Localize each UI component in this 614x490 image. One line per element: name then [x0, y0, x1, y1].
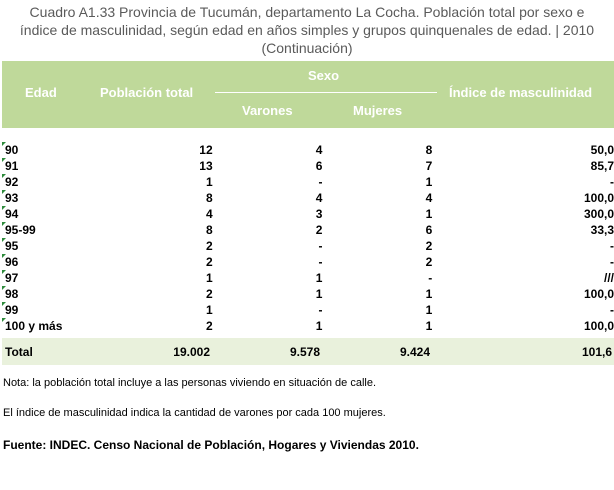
cell-marker-icon: [2, 318, 6, 322]
data-table: [2, 142, 614, 334]
indice-cell: -: [610, 255, 614, 269]
mujeres-cell: 1: [425, 287, 433, 301]
poblacion-total-cell: 1: [205, 303, 213, 317]
edad-label: 96: [5, 255, 19, 269]
header-edad: Edad: [25, 85, 57, 100]
indice-cell: ///: [603, 271, 614, 285]
indice-cell: -: [610, 303, 614, 317]
edad-cell: [2, 158, 155, 174]
varones-cell: 2: [315, 223, 323, 237]
mujeres-cell: 1: [425, 303, 433, 317]
edad-cell: [2, 238, 155, 254]
indice-cell: 100,0: [583, 319, 614, 333]
indice-cell: 50,0: [590, 143, 614, 157]
edad-cell: [2, 302, 155, 318]
indice-cell: 300,0: [583, 207, 614, 221]
mujeres-cell: 1: [425, 207, 433, 221]
poblacion-total-cell: 4: [205, 207, 213, 221]
poblacion-total-cell: 2: [205, 287, 213, 301]
table-row: [2, 206, 614, 222]
edad-cell: [2, 254, 155, 270]
cell-marker-icon: [2, 206, 6, 210]
header-poblacion-total: Población total: [100, 85, 194, 100]
varones-cell: -: [318, 175, 323, 189]
table-title: [0, 3, 614, 57]
table-row: [2, 302, 614, 318]
table-row: [2, 158, 614, 174]
mujeres-cell: 2: [425, 255, 433, 269]
title-line-1: Cuadro A1.33 Provincia de Tucumán, departamento La Cocha. Población total por sexo e: [29, 4, 585, 20]
table-header: [2, 61, 614, 128]
mujeres-cell: 1: [425, 319, 433, 333]
poblacion-total-cell: 1: [205, 175, 213, 189]
mujeres-cell: 1: [425, 175, 433, 189]
mujeres-cell: 6: [425, 223, 433, 237]
varones-cell: 4: [315, 191, 323, 205]
varones-cell: 3: [315, 207, 323, 221]
varones-cell: 6: [315, 159, 323, 173]
table-row: [2, 270, 614, 286]
varones-cell: 1: [315, 287, 323, 301]
edad-label: 93: [5, 191, 19, 205]
poblacion-total-cell: 13: [199, 159, 213, 173]
table-row: [2, 222, 614, 238]
edad-cell: [2, 142, 155, 158]
edad-label: 97: [5, 271, 19, 285]
edad-cell: [2, 222, 155, 238]
header-sexo: Sexo: [308, 68, 340, 83]
indice-cell: -: [610, 239, 614, 253]
cell-marker-icon: [2, 238, 6, 242]
mujeres-cell: 2: [425, 239, 433, 253]
table-row: [2, 174, 614, 190]
varones-cell: 4: [315, 143, 323, 157]
cell-marker-icon: [2, 222, 6, 226]
table-row: [2, 254, 614, 270]
title-line-3: (Continuación): [261, 40, 353, 56]
poblacion-total-cell: 2: [205, 239, 213, 253]
cell-marker-icon: [2, 286, 6, 290]
mujeres-cell: -: [428, 271, 433, 285]
table-row: [2, 318, 614, 334]
poblacion-total-cell: 1: [205, 271, 213, 285]
edad-label: 99: [5, 303, 19, 317]
poblacion-total-cell: 2: [205, 255, 213, 269]
total-poblacion: 19.002: [173, 345, 210, 359]
edad-cell: [2, 286, 155, 302]
poblacion-total-cell: 8: [205, 191, 213, 205]
edad-cell: [2, 318, 155, 334]
cell-marker-icon: [2, 190, 6, 194]
mujeres-cell: 8: [425, 143, 433, 157]
total-mujeres: 9.424: [399, 345, 430, 359]
edad-label: 91: [5, 159, 19, 173]
poblacion-total-cell: 8: [205, 223, 213, 237]
mujeres-cell: 7: [425, 159, 433, 173]
edad-cell: [2, 174, 155, 190]
edad-label: 100 y más: [5, 319, 63, 333]
header-indice-masculinidad: Índice de masculinidad: [449, 85, 593, 100]
edad-cell: [2, 206, 155, 222]
indice-cell: 85,7: [590, 159, 614, 173]
total-label: Total: [5, 345, 33, 359]
cell-marker-icon: [2, 142, 6, 146]
indice-cell: 100,0: [583, 191, 614, 205]
varones-cell: 1: [315, 271, 323, 285]
mujeres-cell: 4: [425, 191, 433, 205]
cell-marker-icon: [2, 174, 6, 178]
table-row: [2, 190, 614, 206]
indice-cell: 33,3: [590, 223, 614, 237]
cell-marker-icon: [2, 270, 6, 274]
cell-marker-icon: [2, 158, 6, 162]
header-sexo-divider: [215, 92, 437, 93]
varones-cell: -: [318, 239, 323, 253]
poblacion-total-cell: 2: [205, 319, 213, 333]
note-poblacion: Nota: la población total incluye a las personas viviendo en situación de calle.: [3, 377, 377, 389]
edad-label: 98: [5, 287, 19, 301]
total-varones: 9.578: [289, 345, 320, 359]
edad-label: 90: [5, 143, 19, 157]
header-mujeres: Mujeres: [353, 103, 403, 118]
total-row: [2, 338, 614, 365]
table-row: [2, 238, 614, 254]
source-note: Fuente: INDEC. Censo Nacional de Población, Hogares y Viviendas 2010.: [3, 438, 419, 452]
cell-marker-icon: [2, 302, 6, 306]
cell-marker-icon: [2, 254, 6, 258]
edad-label: 95: [5, 239, 19, 253]
indice-cell: 100,0: [583, 287, 614, 301]
title-line-2: índice de masculinidad, según edad en años simples y grupos quinquenales de edad. | 2010: [19, 22, 595, 38]
edad-label: 92: [5, 175, 19, 189]
varones-cell: -: [318, 303, 323, 317]
edad-label: 94: [5, 207, 19, 221]
note-indice: El índice de masculinidad indica la cantidad de varones por cada 100 mujeres.: [3, 407, 386, 419]
table-row: [2, 286, 614, 302]
header-varones: Varones: [242, 103, 293, 118]
edad-cell: [2, 270, 155, 286]
edad-cell: [2, 190, 155, 206]
varones-cell: 1: [315, 319, 323, 333]
table-row: [2, 142, 614, 158]
poblacion-total-cell: 12: [199, 143, 213, 157]
edad-label: 95-99: [5, 223, 36, 237]
varones-cell: -: [318, 255, 323, 269]
total-indice: 101,6: [581, 345, 612, 359]
indice-cell: -: [610, 175, 614, 189]
